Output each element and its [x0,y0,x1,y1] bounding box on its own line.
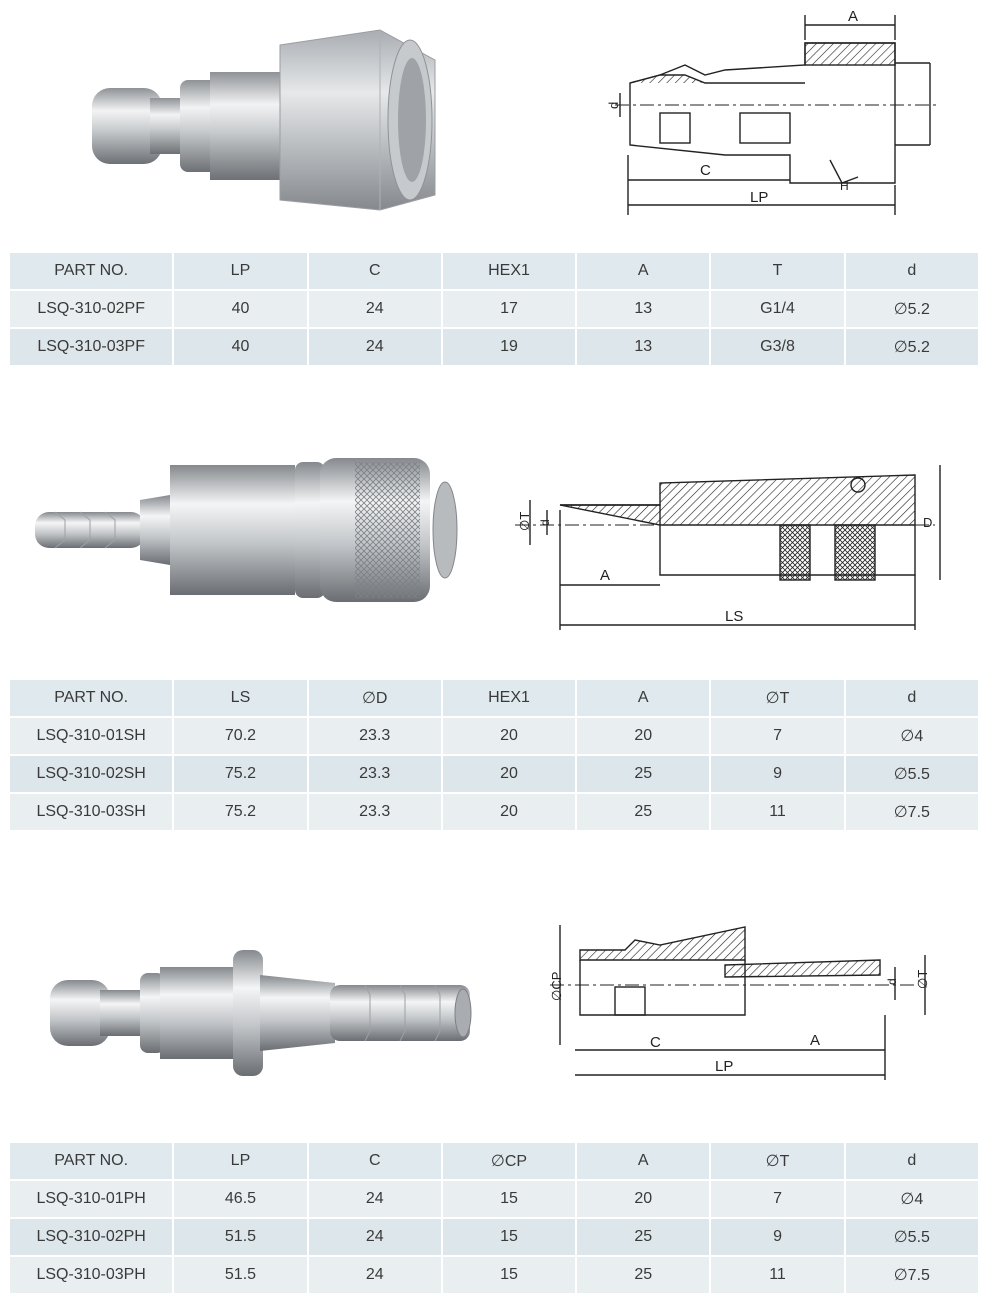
table-row [10,792,978,830]
table-cell: 7 [711,716,843,754]
header-cell: A [577,1143,709,1179]
table-cell: 24 [309,1179,441,1217]
table-cell: 15 [443,1179,575,1217]
table-row [10,1217,978,1255]
table-cell: 23.3 [309,716,441,754]
table-cell: 20 [443,792,575,830]
spec-table-female-thread-plug [8,253,980,365]
label-dd: D [923,515,933,530]
header-cell: C [309,253,441,289]
label-ls: LS [725,608,744,625]
table-cell: 25 [577,792,709,830]
table-cell: LSQ-310-02PH [10,1217,172,1255]
table-cell: ∅4 [846,1179,978,1217]
header-cell: ∅CP [443,1143,575,1179]
table-cell: ∅7.5 [846,792,978,830]
header-cell: PART NO. [10,680,172,716]
section-female-thread-plug [0,0,990,380]
table-cell: ∅5.2 [846,327,978,365]
table-cell: 15 [443,1217,575,1255]
label-lp: LP [750,189,769,206]
table-cell: LSQ-310-02SH [10,754,172,792]
header-cell: PART NO. [10,1143,172,1179]
section-hose-barb-socket [0,420,990,840]
header-cell: d [846,253,978,289]
table-cell: ∅5.2 [846,289,978,327]
table-cell: ∅4 [846,716,978,754]
header-cell: A [577,253,709,289]
header-cell: ∅D [309,680,441,716]
table-cell: LSQ-310-03SH [10,792,172,830]
table-cell: G1/4 [711,289,843,327]
table-row [10,716,978,754]
table-cell: 20 [443,754,575,792]
table-cell: 20 [577,716,709,754]
label-hex: H [840,179,849,193]
table-header-row [10,253,978,289]
table-cell: LSQ-310-03PH [10,1255,172,1293]
table-cell: 25 [577,1217,709,1255]
label-d: d [538,519,552,526]
header-cell: PART NO. [10,253,172,289]
header-cell: ∅T [711,680,843,716]
table-header-row [10,680,978,716]
table-cell: 9 [711,1217,843,1255]
header-cell: LP [174,1143,306,1179]
label-d: d [606,101,621,109]
table-cell: 51.5 [174,1217,306,1255]
table-row [10,1179,978,1217]
table-cell: 11 [711,792,843,830]
label-t: ∅T [517,511,532,531]
header-cell: A [577,680,709,716]
section-hose-barb-plug [0,900,990,1298]
table-row [10,289,978,327]
product-photo-female-thread-plug [80,20,460,220]
header-cell: LP [174,253,306,289]
table-cell: LSQ-310-01SH [10,716,172,754]
table-cell: 25 [577,1255,709,1293]
label-lp: LP [715,1058,734,1075]
table-cell: 46.5 [174,1179,306,1217]
table-cell: 23.3 [309,754,441,792]
table-cell: LSQ-310-02PF [10,289,172,327]
table-cell: LSQ-310-03PF [10,327,172,365]
table-cell: LSQ-310-01PH [10,1179,172,1217]
table-cell: 9 [711,754,843,792]
product-photo-hose-barb-plug [45,945,485,1085]
header-cell: HEX1 [443,253,575,289]
table-cell: G3/8 [711,327,843,365]
table-cell: 7 [711,1179,843,1217]
table-cell: 24 [309,327,441,365]
label-a: A [810,1032,821,1049]
table-row [10,754,978,792]
table-cell: ∅5.5 [846,754,978,792]
header-cell: C [309,1143,441,1179]
table-cell: 24 [309,289,441,327]
label-c: C [700,162,711,179]
header-cell: d [846,680,978,716]
spec-table-hose-barb-plug [8,1143,980,1293]
table-cell: 24 [309,1255,441,1293]
table-cell: 20 [577,1179,709,1217]
table-cell: 25 [577,754,709,792]
label-cp: ∅CP [549,971,564,1001]
header-cell: d [846,1143,978,1179]
table-cell: 20 [443,716,575,754]
table-cell: ∅5.5 [846,1217,978,1255]
label-d: d [885,978,899,985]
table-cell: 11 [711,1255,843,1293]
table-row [10,327,978,365]
technical-drawing-hose-barb-socket [495,455,955,635]
header-cell: T [711,253,843,289]
table-cell: ∅7.5 [846,1255,978,1293]
table-cell: 13 [577,289,709,327]
table-row [10,1255,978,1293]
label-t: ∅T [915,969,930,989]
table-cell: 17 [443,289,575,327]
label-a: A [600,567,611,584]
product-photo-hose-barb-socket [25,440,465,620]
table-cell: 40 [174,289,306,327]
spec-table-hose-barb-socket [8,680,980,830]
header-cell: LS [174,680,306,716]
label-c: C [650,1034,661,1051]
table-cell: 51.5 [174,1255,306,1293]
table-cell: 15 [443,1255,575,1293]
table-header-row [10,1143,978,1179]
header-cell: HEX1 [443,680,575,716]
table-cell: 70.2 [174,716,306,754]
header-cell: ∅T [711,1143,843,1179]
table-cell: 75.2 [174,792,306,830]
table-cell: 13 [577,327,709,365]
technical-drawing-female-thread-plug [600,5,950,220]
table-cell: 19 [443,327,575,365]
technical-drawing-hose-barb-plug [530,915,950,1090]
table-cell: 75.2 [174,754,306,792]
table-cell: 23.3 [309,792,441,830]
table-cell: 24 [309,1217,441,1255]
label-a: A [848,8,859,25]
table-cell: 40 [174,327,306,365]
